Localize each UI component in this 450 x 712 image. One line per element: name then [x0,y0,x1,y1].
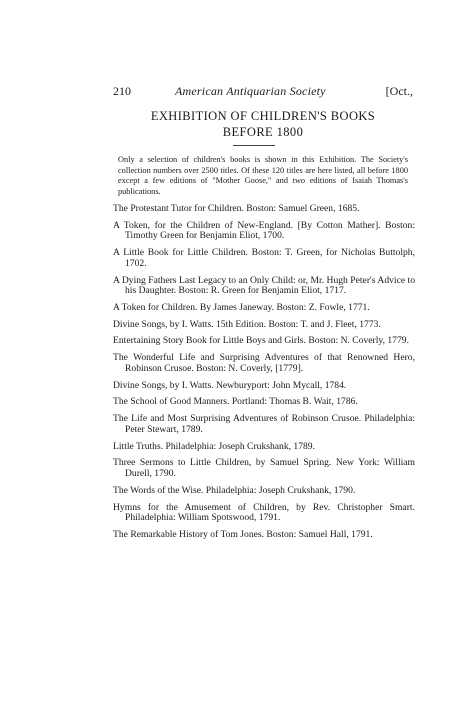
title-line-2: BEFORE 1800 [222,125,304,139]
list-item: The School of Good Manners. Portland: Thomas B. Wait, 1786. [113,396,358,408]
list-item: A Token for Children. By James Janeway. Boston: Z. Fowle, 1771. [113,301,370,313]
page-number: 210 [113,84,131,98]
divider [233,145,275,146]
page-title [113,108,413,140]
list-item: The Remarkable History of Tom Jones. Boston: Samuel Hall, 1791. [113,528,373,540]
list-item: Little Truths. Philadelphia: Joseph Crukshank, 1789. [113,440,316,452]
list-item: A Dying Fathers Last Legacy to an Only Child: or, Mr. Hugh Peter's Advice to his Daughter. Boston: R. Green for Benjamin Eliot, 1717. [113,274,415,297]
list-item: Hymns for the Amusement of Children, by Rev. Christopher Smart. Philadelphia: William Spotswood, 1791. [113,501,415,524]
issue-date: [Oct., [385,84,413,98]
journal-title: American Antiquarian Society [175,84,326,98]
intro-paragraph: Only a selection of children's books is shown in this Exhibition. The Society's collection numbers over 2500 titles. Of these 120 titles are here listed, all before 1800 except a few editions of "Mother Goose," and two editions of Isaiah Thomas's publications. [118,155,408,196]
list-item: A Little Book for Little Children. Boston: T. Green, for Nicholas Buttolph, 1702. [113,247,415,269]
list-item: A Token, for the Children of New-England. [By Cotton Mather]. Boston: Timothy Green for Benjamin Eliot, 1700. [113,219,415,242]
list-item: The Protestant Tutor for Children. Boston: Samuel Green, 1685. [113,203,360,214]
list-item: Three Sermons to Little Children, by Samuel Spring. New York: William Durell, 1790. [113,457,415,479]
book-list [113,204,415,547]
list-item: Entertaining Story Book for Little Boys and Girls. Boston: N. Coverly, 1779. [113,335,409,347]
list-item: Divine Songs, by I. Watts. Newburyport: John Mycall, 1784. [113,379,347,391]
list-item: The Life and Most Surprising Adventures of Robinson Crusoe. Philadelphia: Peter Stewart, 1789. [113,413,415,435]
list-item: The Words of the Wise. Philadelphia: Joseph Crukshank, 1790. [113,484,356,496]
list-item: Divine Songs, by I. Watts. 15th Edition. Boston: T. and J. Fleet, 1773. [113,318,381,330]
title-line-1: EXHIBITION OF CHILDREN'S BOOKS [150,109,376,123]
list-item: The Wonderful Life and Surprising Adventures of that Renowned Hero, Robinson Crusoe. Boston: N. Coverly, [1779]. [113,352,415,374]
